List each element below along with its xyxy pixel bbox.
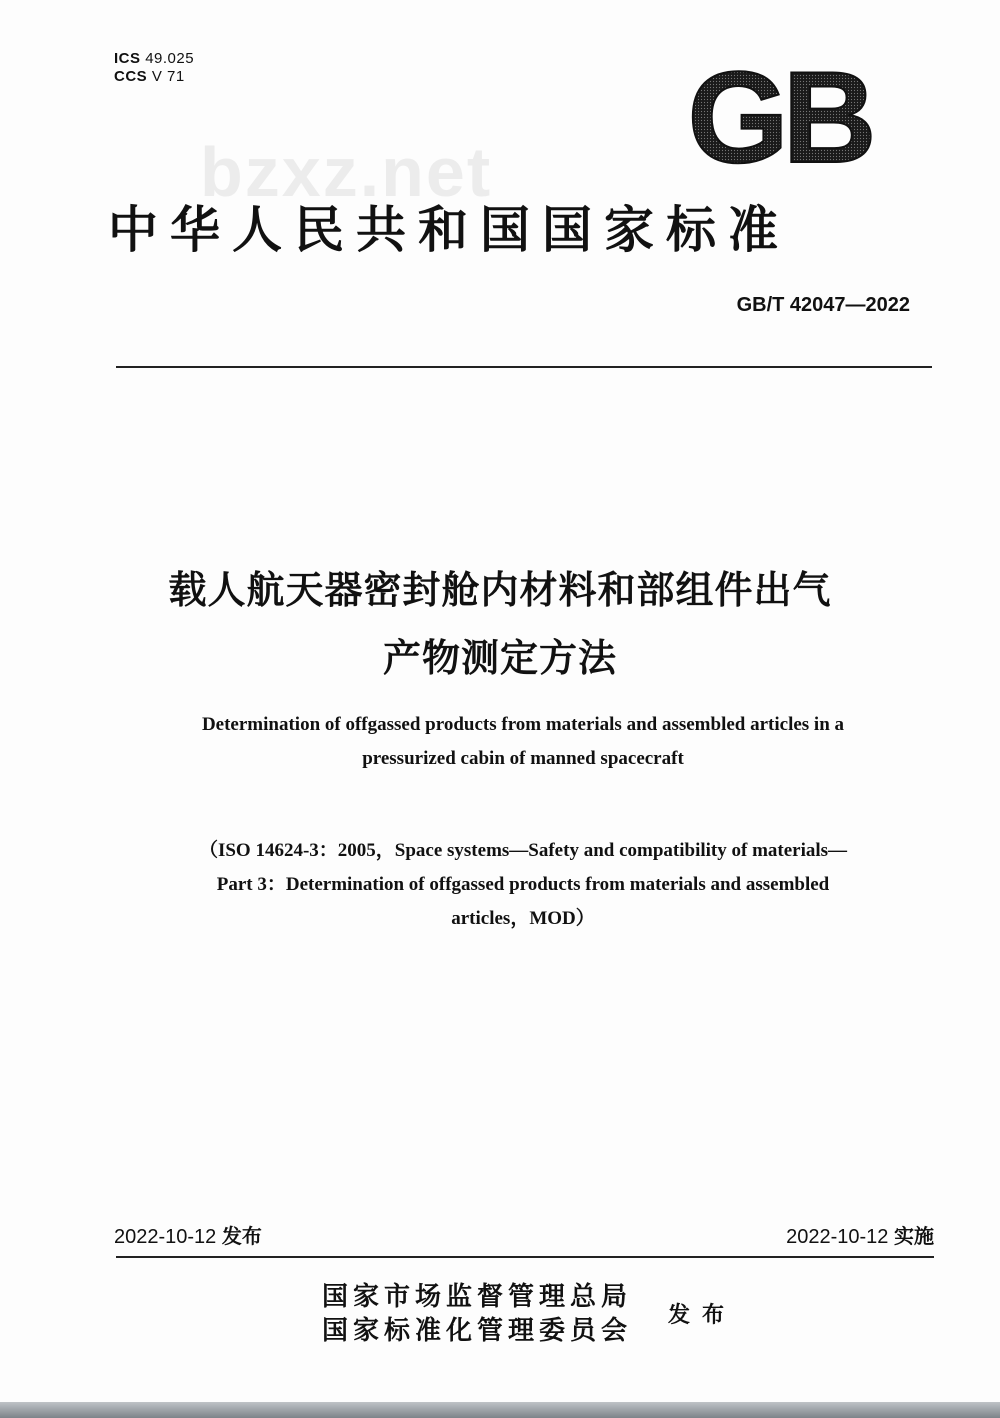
implementation-label: 实施: [894, 1224, 934, 1248]
issue-date-block: [114, 1220, 262, 1249]
issue-date: 2022-10-12: [114, 1226, 217, 1248]
ccs-code-line: [114, 68, 194, 86]
national-standard-title: 中华人民共和国国家标准: [108, 201, 790, 259]
gb-logo-icon: [676, 62, 882, 170]
english-title-line-2: pressurized cabin of manned spacecraft: [362, 748, 684, 769]
watermark: bzxz.net: [200, 133, 493, 211]
ics-code-line: [114, 50, 194, 68]
ics-label: ICS: [114, 50, 141, 67]
ccs-label: CCS: [114, 68, 148, 85]
iso-reference-line-3: articles，MOD）: [451, 908, 595, 929]
ccs-code: V 71: [151, 68, 185, 85]
implementation-date: 2022-10-12: [786, 1226, 889, 1248]
chinese-title-line-2: 产物测定方法: [382, 636, 617, 680]
iso-reference: [100, 834, 946, 936]
issuing-authorities: [322, 1280, 632, 1348]
top-divider: [116, 366, 932, 368]
viewer-bottom-bar: [0, 1402, 1000, 1418]
ics-code: 49.025: [145, 50, 195, 67]
chinese-title: [60, 556, 940, 692]
standard-number: GB/T 42047—2022: [736, 294, 910, 316]
english-title-line-1: Determination of offgassed products from materials and assembled articles in a: [201, 714, 845, 735]
implementation-date-block: [786, 1220, 934, 1249]
issue-label: 发布: [221, 1224, 262, 1248]
chinese-title-line-1: 载人航天器密封舱内材料和部组件出气: [168, 568, 832, 612]
issuer-line-2: 国家标准化管理委员会: [322, 1316, 633, 1346]
english-title: [100, 708, 946, 776]
gb-logo-text: GB: [687, 62, 871, 170]
publish-label: 发布: [668, 1302, 737, 1328]
iso-reference-line-1: （ISO 14624-3：2005，Space systems—Safety and compatibility of materials—: [198, 840, 848, 861]
bottom-divider: [116, 1256, 934, 1258]
iso-reference-line-2: Part 3：Determination of offgassed products from materials and assembled: [216, 874, 830, 895]
classification-codes: [114, 50, 194, 86]
issuer-line-1: 国家市场监督管理总局: [322, 1282, 633, 1312]
